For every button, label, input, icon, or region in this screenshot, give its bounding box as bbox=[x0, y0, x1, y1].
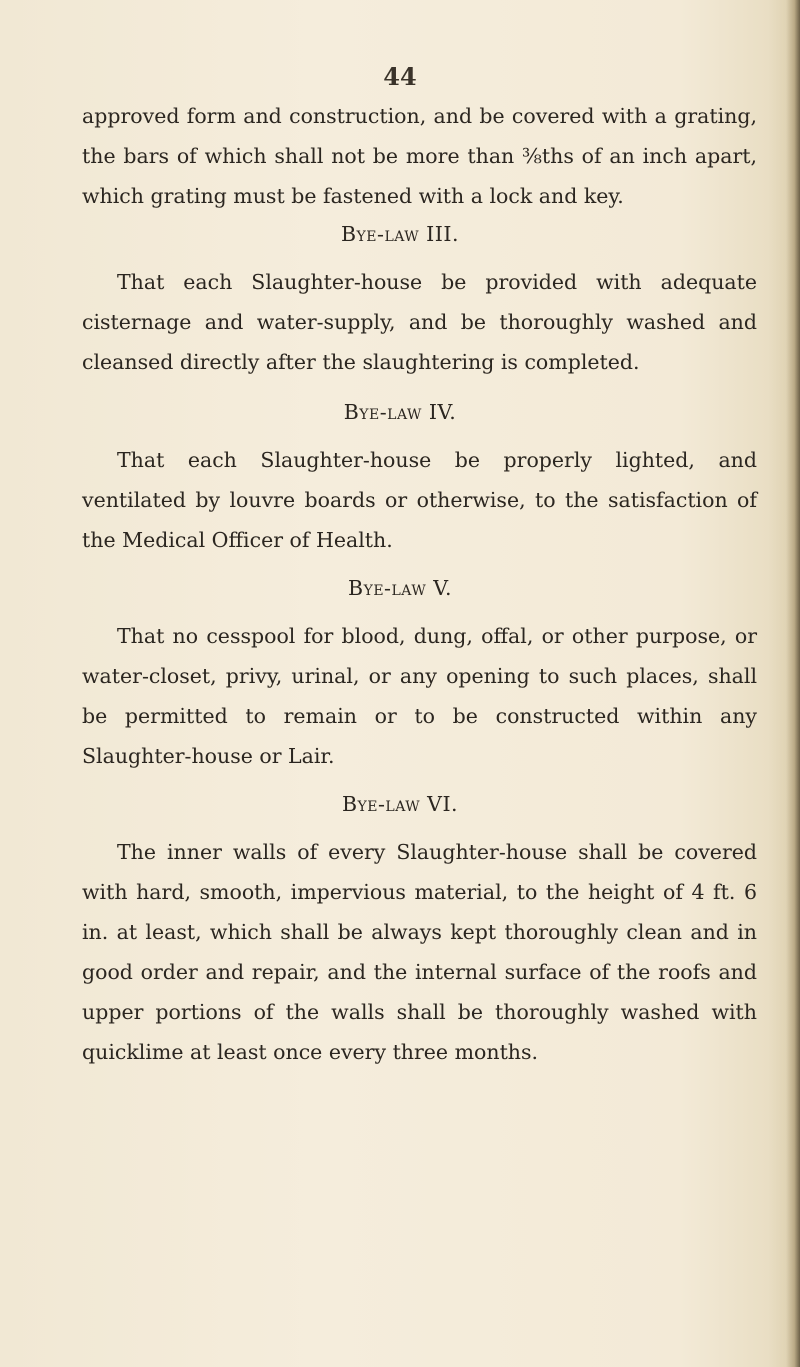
bye-law-iv-heading: Bye-law IV. bbox=[343, 400, 457, 424]
bye-law-vi-block bbox=[82, 832, 757, 1072]
bye-law-v-text: That no cesspool for blood, dung, offal, or other purpose, or water-closet, privy, urinal, or any opening to such places, shall be permitted to remain or to be constructed within any Slaughter-house or Lair. bbox=[82, 624, 757, 768]
bye-law-iii-heading: Bye-law III. bbox=[340, 222, 459, 246]
page-edge-shadow bbox=[786, 0, 800, 1367]
bye-law-v-heading: Bye-law V. bbox=[348, 576, 452, 600]
bye-law-iii-block bbox=[82, 262, 757, 382]
bye-law-iv-block bbox=[82, 440, 757, 560]
bye-law-v-block bbox=[82, 616, 757, 776]
bye-law-iii-text: That each Slaughter-house be provided with adequate cisternage and water-supply, and be thoroughly washed and cleansed directly after the slaughtering is completed. bbox=[82, 270, 757, 374]
opening-paragraph-block bbox=[82, 96, 757, 216]
bye-law-iv-text: That each Slaughter-house be properly lighted, and ventilated by louvre boards or otherwise, to the satisfaction of the Medical Officer of Health. bbox=[82, 448, 757, 552]
page-number: 44 bbox=[383, 62, 417, 91]
bye-law-vi-heading: Bye-law VI. bbox=[341, 792, 459, 816]
opening-paragraph: approved form and construction, and be covered with a grating, the bars of which shall not be more than ⅜ths of an inch apart, which grating must be fastened with a lock and key. bbox=[82, 104, 757, 208]
bye-law-vi-text: The inner walls of every Slaughter-house shall be covered with hard, smooth, impervious material, to the height of 4 ft. 6 in. at least, which shall be always kept thoroughly clean and in good order and repair, and the internal surface of the roofs and upper portions of the walls shall be thoroughly washed with quicklime at least once every three months. bbox=[82, 840, 757, 1064]
